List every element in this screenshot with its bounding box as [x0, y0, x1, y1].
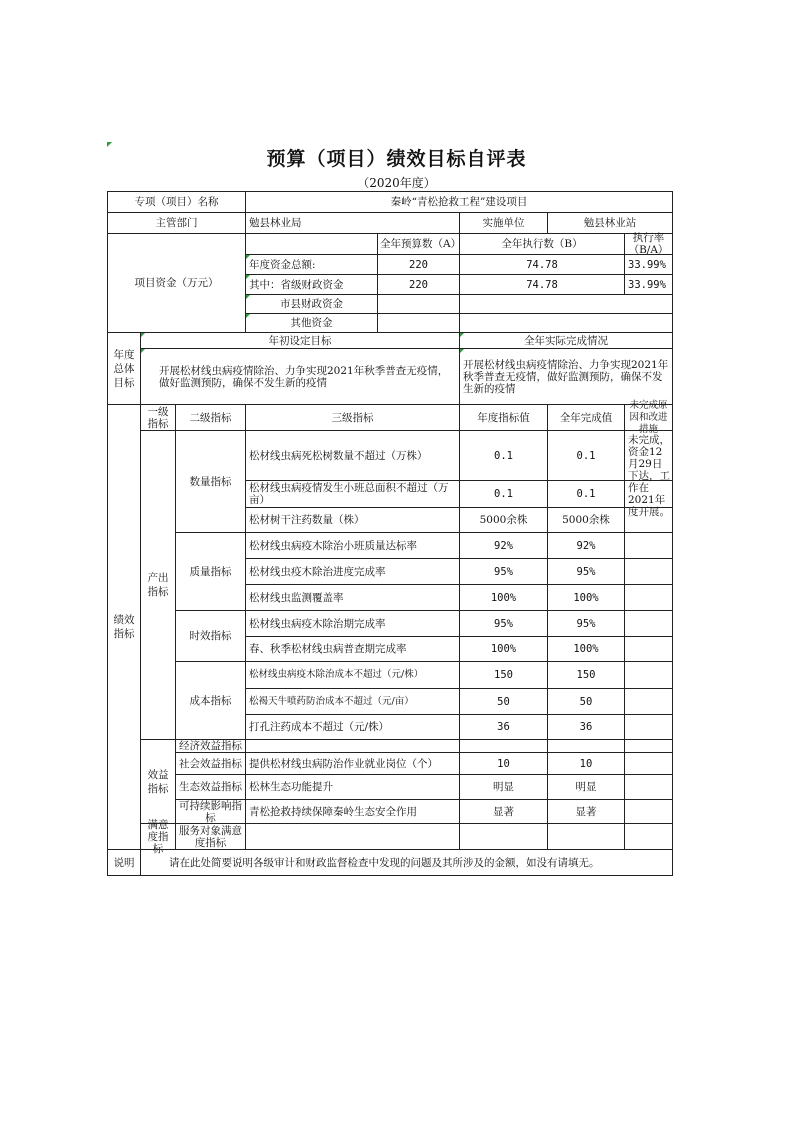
indicator-reason	[624, 714, 673, 740]
indicator-target: 150	[459, 661, 548, 689]
fund-row-rate	[624, 313, 673, 333]
cell-mark	[246, 295, 250, 299]
evaluation-table	[108, 192, 674, 877]
indicator-name: 松材线虫病疫木除治小班质量达标率	[245, 532, 460, 559]
indicator-target: 0.1	[459, 480, 548, 508]
dept-label: 主管部门	[107, 212, 246, 234]
output-label: 产出指标	[140, 430, 176, 740]
benefit-reason	[624, 799, 673, 824]
indicator-target: 100%	[459, 636, 548, 662]
indicator-target: 95%	[459, 558, 548, 585]
indicator-actual: 150	[547, 661, 625, 689]
indicator-actual: 100%	[547, 584, 625, 611]
cell-mark	[246, 255, 250, 259]
benefit-name	[245, 739, 460, 753]
indicator-actual: 0.1	[547, 430, 625, 481]
indicator-name: 松材线虫疫木除治进度完成率	[245, 558, 460, 585]
indicator-reason	[624, 558, 673, 585]
col-l3: 三级指标	[245, 404, 460, 431]
fund-row-budget: 220	[377, 254, 460, 275]
group-timeliness: 时效指标	[175, 610, 246, 662]
impl-label: 实施单位	[459, 212, 548, 234]
indicator-name: 松材线虫监测覆盖率	[245, 584, 460, 611]
benefit-l2: 生态效益指标	[175, 774, 246, 800]
benefit-actual	[547, 739, 625, 753]
cell-mark	[141, 333, 145, 337]
benefit-name: 提供松材线虫病防治作业就业岗位（个）	[245, 752, 460, 775]
fund-row-budget	[377, 294, 460, 314]
indicator-reason	[624, 584, 673, 611]
note-label: 说明	[107, 849, 141, 876]
col-target: 年度指标值	[459, 404, 548, 431]
indicator-actual: 95%	[547, 610, 625, 637]
fund-row-budget	[377, 313, 460, 333]
indicator-actual: 50	[547, 688, 625, 715]
indicator-actual: 5000余株	[547, 507, 625, 533]
indicator-reason	[624, 661, 673, 689]
col-budget: 全年预算数（A）	[377, 233, 460, 255]
project-name-value: 秦岭“青松抢救工程”建设项目	[245, 191, 673, 213]
indicator-target: 92%	[459, 532, 548, 559]
group-quantity: 数量指标	[175, 430, 246, 533]
benefit-reason	[624, 752, 673, 775]
indicator-reason	[624, 532, 673, 559]
indicator-name: 松材线虫病疫木除治成本不超过（元/株）	[245, 661, 460, 689]
indicators-label: 绩效指标	[107, 404, 141, 850]
col-l2: 二级指标	[175, 404, 246, 431]
indicator-reason	[624, 480, 673, 508]
benefit-l2: 社会效益指标	[175, 752, 246, 775]
indicator-target: 50	[459, 688, 548, 715]
benefit-name: 松林生态功能提升	[245, 774, 460, 800]
indicator-target: 95%	[459, 610, 548, 637]
indicator-reason	[624, 688, 673, 715]
benefit-actual: 10	[547, 752, 625, 775]
funds-label: 项目资金（万元）	[107, 233, 246, 333]
indicator-target: 100%	[459, 584, 548, 611]
fund-row-rate: 33.99%	[624, 274, 673, 295]
indicator-actual: 36	[547, 714, 625, 740]
col-rate: 执行率（B/A）	[624, 233, 673, 255]
group-quality: 质量指标	[175, 532, 246, 611]
col-l1: 一级指标	[140, 404, 176, 431]
indicator-name: 打孔注药成本不超过（元/株）	[245, 714, 460, 740]
benefit-l2: 经济效益指标	[175, 739, 246, 753]
benefit-actual: 显著	[547, 799, 625, 824]
fund-row-rate: 33.99%	[624, 254, 673, 275]
indicator-reason	[624, 636, 673, 662]
indicator-target: 36	[459, 714, 548, 740]
cell-mark	[246, 275, 250, 279]
col-actual: 全年完成值	[547, 404, 625, 431]
col-reason: 未完成原因和改进措施	[624, 404, 673, 431]
indicator-actual: 100%	[547, 636, 625, 662]
benefit-target: 10	[459, 752, 548, 775]
indicator-actual: 92%	[547, 532, 625, 559]
dept-value: 勉县林业局	[245, 212, 460, 234]
satisfaction-l2: 服务对象满意度指标	[175, 823, 246, 850]
indicator-name: 松材树干注药数量（株）	[245, 507, 460, 533]
satisfaction-name	[245, 823, 460, 850]
note-text: 请在此处简要说明各级审计和财政监督检查中发现的问题及其所涉及的金额，如没有请填无。	[140, 849, 673, 876]
benefit-target: 明显	[459, 774, 548, 800]
goals-label: 年度总体目标	[107, 332, 141, 405]
fund-row-name: 其他资金	[245, 313, 378, 333]
benefit-target: 显著	[459, 799, 548, 824]
fund-row-name: 市县财政资金	[245, 294, 378, 314]
indicator-name: 松材线虫病死松树数量不超过（万株）	[245, 430, 460, 481]
funds-corner	[245, 233, 378, 255]
indicator-reason	[624, 507, 673, 533]
page-year: （2020年度）	[357, 176, 436, 190]
page-title: 预算（项目）绩效目标自评表	[266, 148, 527, 170]
benefit-label: 效益指标	[140, 739, 176, 824]
fund-row-budget: 220	[377, 274, 460, 295]
fund-row-exec: 74.78	[459, 274, 625, 295]
group-cost: 成本指标	[175, 661, 246, 740]
fund-row-rate	[624, 294, 673, 314]
indicator-name: 春、秋季松材线虫病普查期完成率	[245, 636, 460, 662]
indicator-reason	[624, 610, 673, 637]
benefit-name: 青松抢救持续保障秦岭生态安全作用	[245, 799, 460, 824]
benefit-target	[459, 739, 548, 753]
indicator-name: 松褐天牛喷药防治成本不超过（元/亩）	[245, 688, 460, 715]
indicator-reason: 未完成，资金12月29日下达，工作在2021年度开展。	[624, 430, 673, 481]
goals-planned-text: 开展松材线虫病疫情除治、力争实现2021年秋季普查无疫情，做好监测预防，确保不发生新的疫情	[140, 348, 460, 405]
benefit-l2: 可持续影响指标	[175, 799, 246, 824]
cell-mark	[246, 314, 250, 318]
indicator-target: 0.1	[459, 430, 548, 481]
project-name-label: 专项（项目）名称	[107, 191, 246, 213]
benefit-reason	[624, 774, 673, 800]
fund-row-name: 年度资金总额:	[245, 254, 378, 275]
goals-actual-label: 全年实际完成情况	[459, 332, 673, 349]
indicator-target: 5000余株	[459, 507, 548, 533]
col-exec: 全年执行数（B）	[459, 233, 625, 255]
benefit-reason	[624, 739, 673, 753]
indicator-name: 松材线虫病疫木除治期完成率	[245, 610, 460, 637]
impl-value: 勉县林业站	[547, 212, 673, 234]
indicator-name: 松材线虫病疫情发生小班总面积不超过（万亩）	[245, 480, 460, 508]
cell-mark	[460, 333, 464, 337]
satisfaction-label: 满意度指标	[140, 823, 176, 850]
satisfaction-actual	[547, 823, 625, 850]
fund-row-exec: 74.78	[459, 254, 625, 275]
satisfaction-target	[459, 823, 548, 850]
indicator-actual: 0.1	[547, 480, 625, 508]
indicator-actual: 95%	[547, 558, 625, 585]
satisfaction-reason	[624, 823, 673, 850]
cell-mark	[460, 349, 464, 353]
benefit-actual: 明显	[547, 774, 625, 800]
goals-planned-label: 年初设定目标	[140, 332, 460, 349]
goals-actual-text: 开展松材线虫病疫情除治、力争实现2021年秋季普查无疫情，做好监测预防，确保不发生新的疫情	[459, 348, 673, 405]
cell-mark	[141, 349, 145, 353]
fund-row-name: 其中：省级财政资金	[245, 274, 378, 295]
